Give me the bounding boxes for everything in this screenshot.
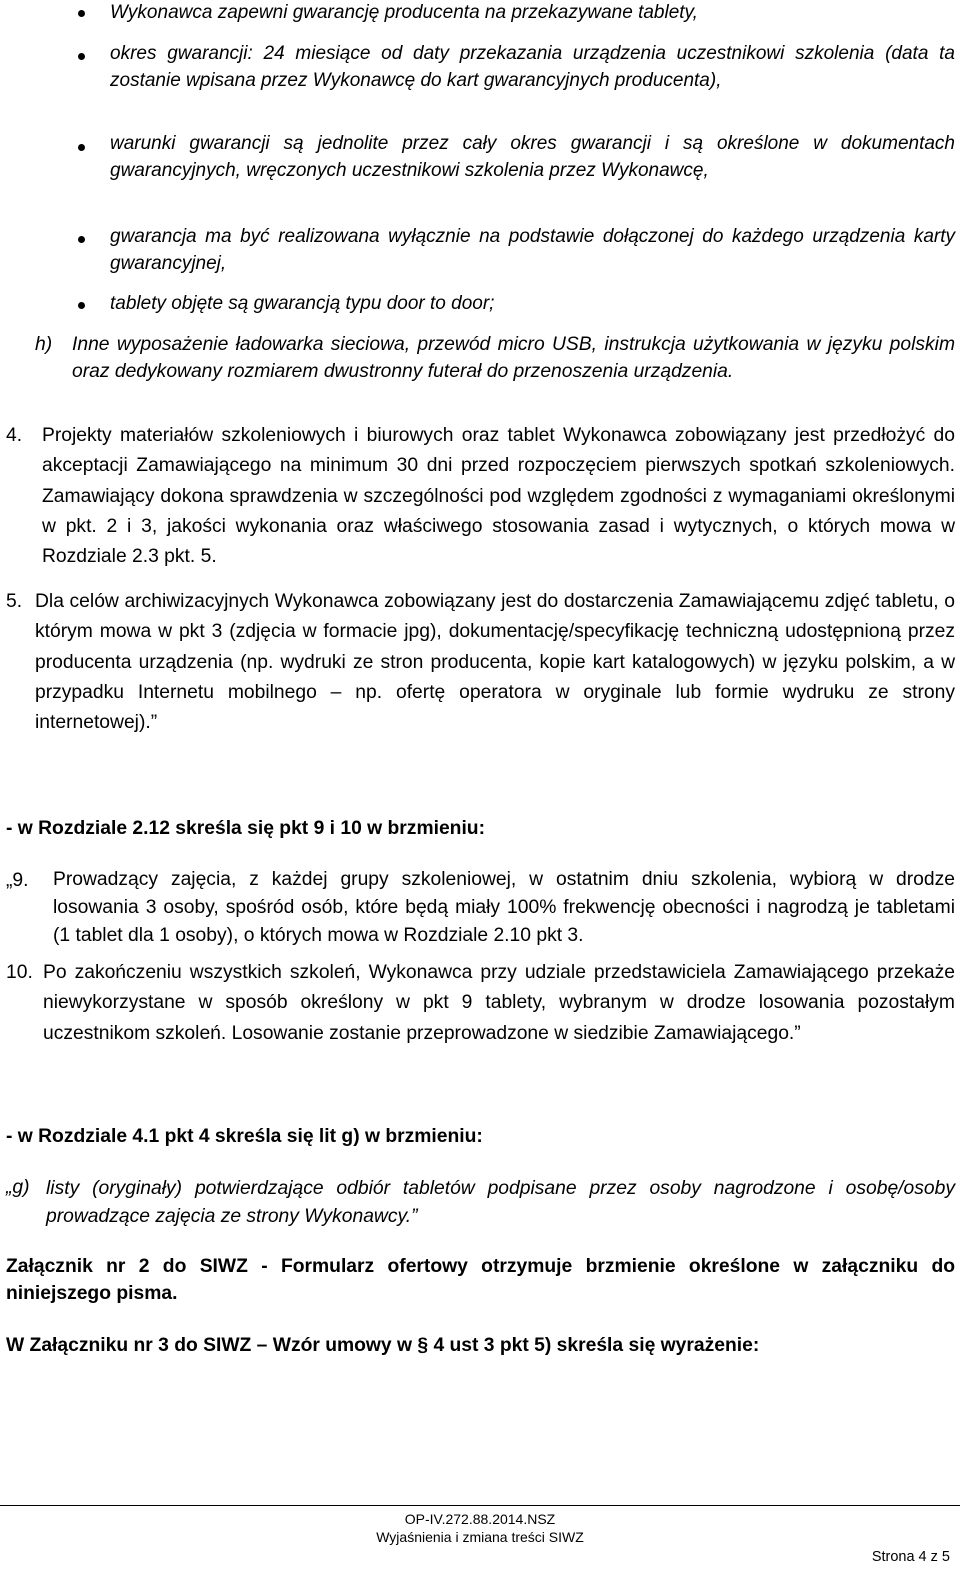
item-9-text: Prowadzący zajęcia, z każdej grupy szkoleniowej, w ostatnim dniu szkolenia, wybiorą w drodze losowania 3 osoby, spośród osób, które będą miały 100% frekwencję obecności i nagrodzą je tabletami (1 tablet dla 1 osoby), o których mowa w Rozdziale 2.10 pkt 3.	[53, 869, 955, 946]
item-g-text: listy (oryginały) potwierdzające odbiór tabletów podpisane przez osoby nagrodzone i osobę/osoby prowadzące zajęcia ze strony Wykonawcy.”	[46, 1178, 955, 1227]
item-9-marker: „9.	[6, 870, 29, 891]
bullet-icon	[78, 144, 85, 151]
item-10-text: Po zakończeniu wszystkich szkoleń, Wykonawca przy udziale przedstawiciela Zamawiającego przekaże niewykorzystane w sposób określony w pkt 9 tablety, wybranym w drodze losowania pozostałym uczestnikom szkoleń. Losowanie zostanie przeprowadzone w siedzibie Zamawiającego.”	[43, 962, 955, 1044]
bullet-item-2: okres gwarancji: 24 miesiące od daty przekazania urządzenia uczestnikowi szkolenia (data ta zostanie wpisana przez Wykonawcę do kart gwarancyjnych producenta),	[110, 43, 955, 91]
item-5-marker: 5.	[6, 591, 23, 612]
heading-rozdzial-4-1: - w Rozdziale 4.1 pkt 4 skreśla się lit g) w brzmieniu:	[6, 1126, 483, 1147]
item-10-marker: 10.	[6, 962, 33, 983]
item-4-text: Projekty materiałów szkoleniowych i biurowych oraz tablet Wykonawca zobowiązany jest przedłożyć do akceptacji Zamawiającego na minimum 30 dni przed rozpoczęciem pierwszych spotkań szkoleniowych. Zamawiający dokona sprawdzenia w szczególności pod względem zgodności z wymaganiami określonymi w pkt. 2 i 3, jakości wykonania oraz właściwego stosowania zasad i wytycznych, o których mowa w Rozdziale 2.3 pkt. 5.	[42, 425, 955, 568]
footer-subtitle: Wyjaśnienia i zmiana treści SIWZ	[376, 1529, 584, 1545]
item-g-marker: „g)	[6, 1177, 30, 1198]
bullet-icon	[78, 10, 85, 17]
bullet-icon	[78, 236, 85, 243]
zalacznik-3-note: W Załączniku nr 3 do SIWZ – Wzór umowy w § 4 ust 3 pkt 5) skreśla się wyrażenie:	[6, 1335, 760, 1356]
item-h-text: Inne wyposażenie ładowarka sieciowa, przewód micro USB, instrukcja użytkowania w języku polskim oraz dedykowany rozmiarem dwustronny futerał do przenoszenia urządzenia.	[72, 334, 955, 382]
heading-rozdzial-2-12: - w Rozdziale 2.12 skreśla się pkt 9 i 10 w brzmieniu:	[6, 818, 485, 839]
item-5-text: Dla celów archiwizacyjnych Wykonawca zobowiązany jest do dostarczenia Zamawiającemu zdjęć tabletu, o którym mowa w pkt 3 (zdjęcia w formacie jpg), dokumentację/specyfikację techniczną udostępnioną przez producenta urządzenia (np. wydruki ze stron producenta, kopie kart katalogowych) w języku polskim, a w przypadku Internetu mobilnego – np. ofertę operatora w oryginale lub formie wydruku ze strony internetowej).”	[35, 591, 955, 734]
footer-divider	[0, 1505, 960, 1506]
bullet-item-5: tablety objęte są gwarancją typu door to door;	[110, 293, 495, 314]
bullet-item-1: Wykonawca zapewni gwarancję producenta na przekazywane tablety,	[110, 2, 698, 23]
page-number: Strona 4 z 5	[871, 1549, 950, 1565]
bullet-item-3: warunki gwarancji są jednolite przez cały okres gwarancji i są określone w dokumentach gwarancyjnych, wręczonych uczestnikowi szkolenia przez Wykonawcę,	[110, 133, 955, 181]
footer-ref: OP-IV.272.88.2014.NSZ	[404, 1511, 556, 1527]
item-h-marker: h)	[35, 334, 53, 355]
bullet-icon	[78, 302, 85, 309]
bullet-item-4: gwarancja ma być realizowana wyłącznie na podstawie dołączonej do każdego urządzenia karty gwarancyjnej,	[110, 226, 955, 274]
bullet-icon	[78, 53, 85, 60]
zalacznik-2-note: Załącznik nr 2 do SIWZ - Formularz ofertowy otrzymuje brzmienie określone w załączniku do niniejszego pisma.	[6, 1256, 955, 1304]
item-4-marker: 4.	[6, 425, 23, 446]
